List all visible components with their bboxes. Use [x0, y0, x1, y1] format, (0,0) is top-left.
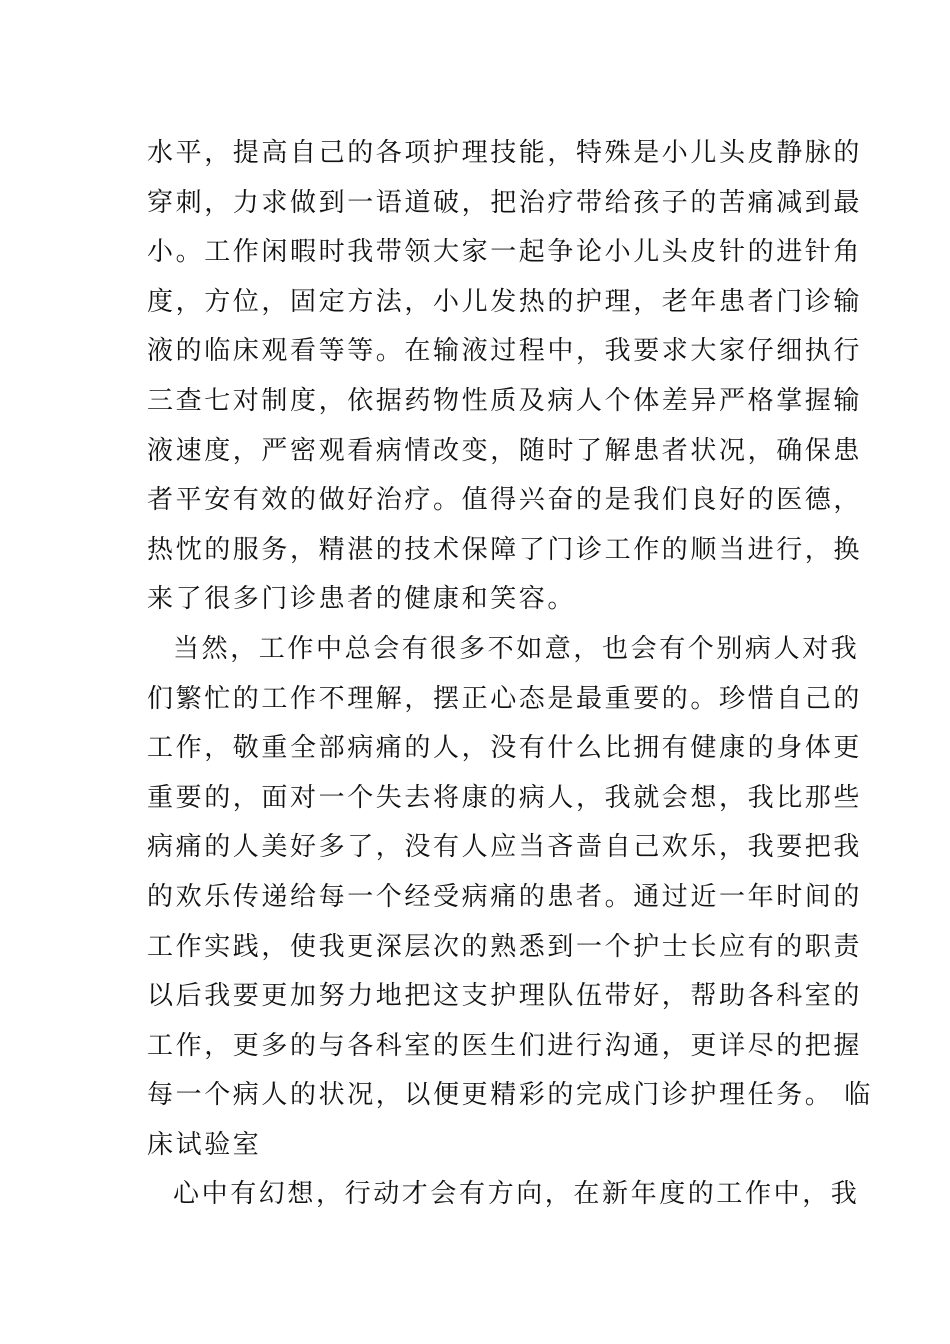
paragraph-2-line-7: 工作实践，使我更深层次的熟悉到一个护士长应有的职责 — [147, 931, 863, 962]
paragraph-2-line-9: 工作，更多的与各科室的医生们进行沟通，更详尽的把握 — [147, 1030, 863, 1061]
paragraph-2-line-8: 以后我要更加努力地把这支护理队伍带好，帮助各科室的 — [147, 981, 863, 1012]
paragraph-1-line-10: 来了很多门诊患者的健康和笑容。 — [147, 584, 577, 615]
document-body — [147, 129, 873, 1220]
paragraph-2-line-3: 工作，敬重全部病痛的人，没有什么比拥有健康的身体更 — [147, 733, 863, 764]
paragraph-1-line-7: 液速度，严密观看病情改变，随时了解患者状况，确保患 — [147, 435, 863, 466]
paragraph-2-line-2: 们繁忙的工作不理解，摆正心态是最重要的。珍惜自己的 — [147, 683, 863, 714]
paragraph-2-line-10: 每一个病人的状况，以便更精彩的完成门诊护理任务。 临 — [147, 1080, 873, 1111]
paragraph-1-line-4: 度，方位，固定方法，小儿发热的护理，老年患者门诊输 — [147, 286, 863, 317]
paragraph-2-line-1: 当然，工作中总会有很多不如意，也会有个别病人对我 — [173, 633, 860, 664]
paragraph-1-line-9: 热忱的服务，精湛的技术保障了门诊工作的顺当进行，换 — [147, 534, 863, 565]
paragraph-2-line-4: 重要的，面对一个失去将康的病人，我就会想，我比那些 — [147, 782, 863, 813]
paragraph-1-line-8: 者平安有效的做好治疗。值得兴奋的是我们良好的医德， — [147, 485, 863, 516]
paragraph-1-line-3: 小。工作闲暇时我带领大家一起争论小儿头皮针的进针角 — [147, 237, 863, 268]
paragraph-2-line-11: 床试验室 — [147, 1129, 262, 1160]
paragraph-2-line-6: 的欢乐传递给每一个经受病痛的患者。通过近一年时间的 — [147, 881, 863, 912]
paragraph-1-line-2: 穿刺，力求做到一语道破，把治疗带给孩子的苦痛减到最 — [147, 187, 863, 218]
paragraph-3-line-1: 心中有幻想，行动才会有方向，在新年度的工作中，我 — [173, 1179, 860, 1210]
paragraph-1-line-1: 水平，提高自己的各项护理技能，特殊是小儿头皮静脉的 — [147, 138, 863, 168]
paragraph-2-line-5: 病痛的人美好多了，没有人应当吝啬自己欢乐，我要把我 — [147, 832, 863, 863]
paragraph-1-line-6: 三查七对制度，依据药物性质及病人个体差异严格掌握输 — [147, 385, 863, 416]
paragraph-1-line-5: 液的临床观看等等。在输液过程中，我要求大家仔细执行 — [147, 336, 863, 367]
